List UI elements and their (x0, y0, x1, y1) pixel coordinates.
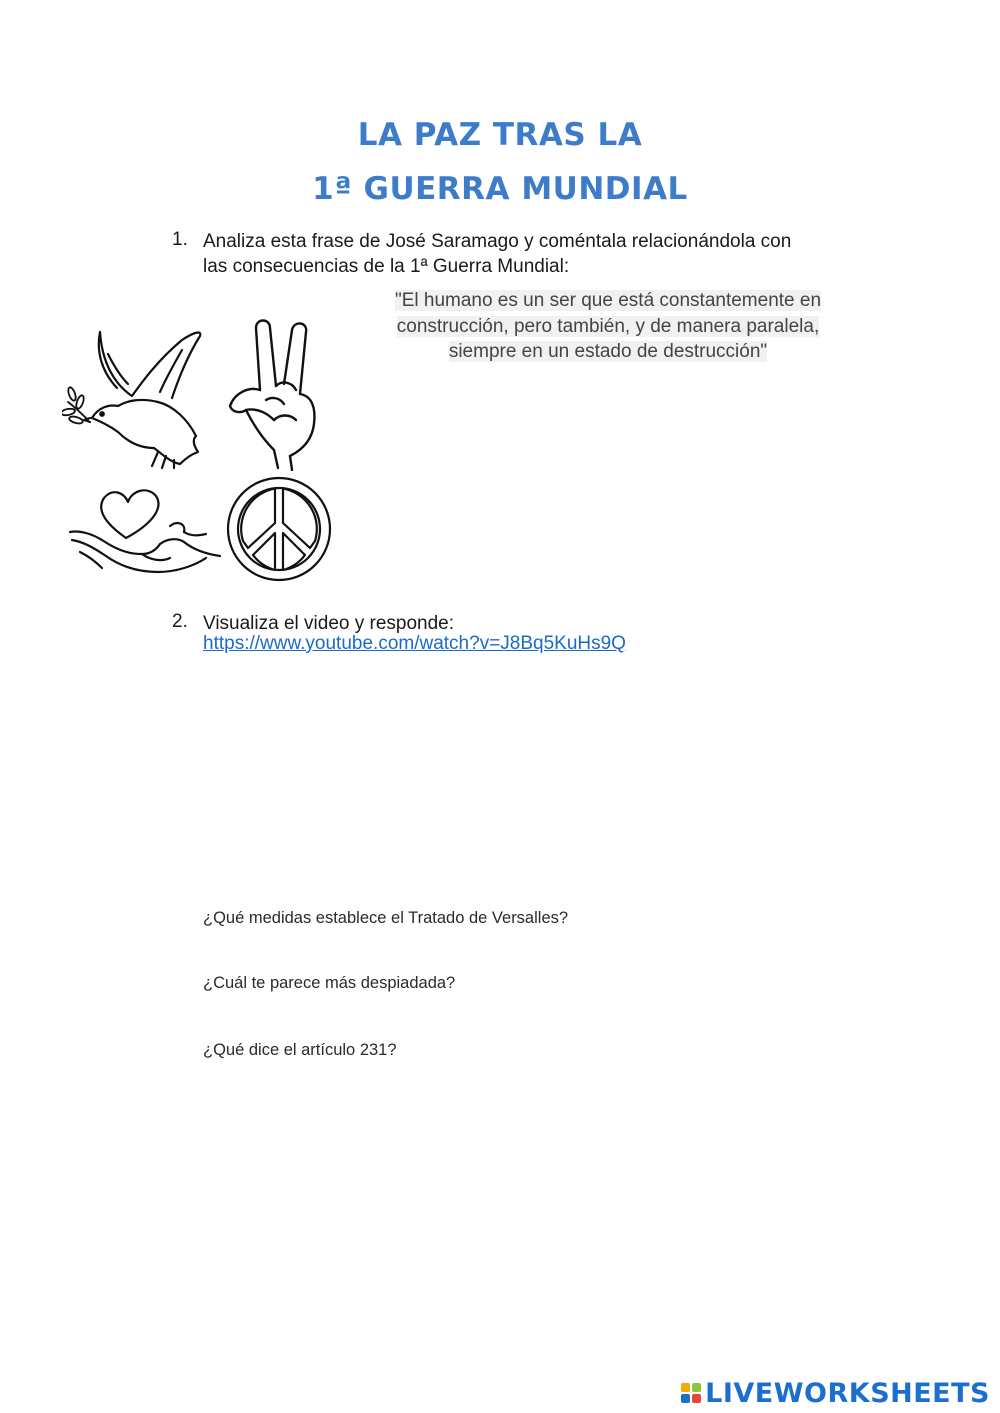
liveworksheets-logo (681, 1376, 990, 1410)
subquestion-2: ¿Cuál te parece más despiadada? (203, 974, 456, 992)
logo-squares-icon (681, 1383, 701, 1403)
page-title-line1: LA PAZ TRAS LA (357, 117, 643, 153)
brand-name: LIVEWORKSHEETS (705, 1377, 990, 1409)
question1-text (203, 229, 843, 279)
quote-line3: siempre en un estado de destrucción" (448, 341, 768, 362)
question1-line2: las consecuencias de la 1ª Guerra Mundial: (203, 256, 570, 277)
question2-text: Visualiza el video y responde: (203, 613, 455, 634)
victory-hand-icon (226, 316, 326, 471)
subquestion-3: ¿Qué dice el artículo 231? (203, 1041, 397, 1059)
peace-symbol-icon (225, 475, 333, 583)
quote-line2: construcción, pero también, y de manera paralela, (396, 315, 820, 337)
dove-olive-branch-icon (62, 322, 212, 470)
question1-number: 1. (172, 229, 188, 250)
quote-line1: "El humano es un ser que está constantemente en (394, 290, 822, 311)
heart-in-hands-icon (66, 480, 226, 580)
page-title-line2: 1ª GUERRA MUNDIAL (312, 171, 688, 207)
saramago-quote (378, 288, 838, 365)
question1-line1: Analiza esta frase de José Saramago y coméntala relacionándola con (203, 231, 792, 252)
video-link[interactable]: https://www.youtube.com/watch?v=J8Bq5KuHs9Q (203, 633, 626, 654)
question2-number: 2. (172, 611, 188, 632)
subquestion-1: ¿Qué medidas establece el Tratado de Versalles? (203, 909, 569, 927)
